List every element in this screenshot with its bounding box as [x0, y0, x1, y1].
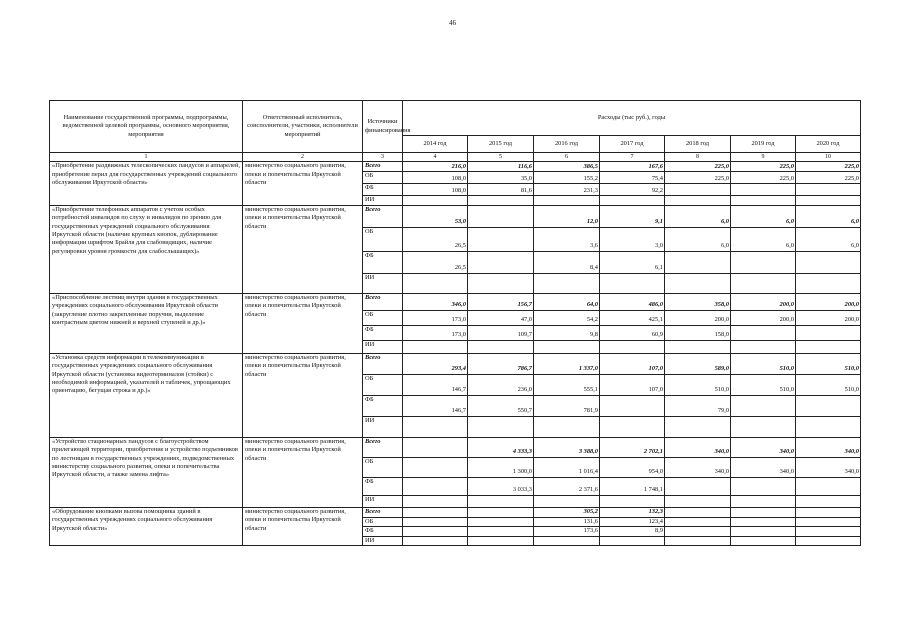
expense-value: 107,0	[600, 353, 665, 374]
expense-value: 340,0	[731, 437, 796, 457]
table-row	[50, 507, 861, 517]
expense-value: 75,4	[600, 172, 665, 184]
expense-value: 3,0	[600, 227, 665, 251]
expense-value: 200,0	[665, 310, 731, 325]
column-number: 1	[50, 153, 243, 162]
funding-source: ОБ	[363, 517, 403, 526]
funding-source: ИИ	[363, 536, 403, 545]
expense-value: 107,0	[600, 374, 665, 395]
expense-value: 200,0	[796, 310, 861, 325]
expense-value	[796, 184, 861, 196]
column-number: 7	[600, 153, 665, 162]
expense-value: 386,5	[534, 162, 600, 172]
expense-value: 146,7	[403, 374, 468, 395]
expense-value: 167,6	[600, 162, 665, 172]
expense-value: 173,0	[403, 310, 468, 325]
expense-value	[731, 325, 796, 340]
header-name: Наименование государственной программы, подпрограммы, ведомственной целевой программы, основного мероприятия, мероприятия	[50, 101, 243, 153]
expense-value	[600, 340, 665, 353]
expense-value: 54,2	[534, 310, 600, 325]
expense-value: 225,0	[731, 162, 796, 172]
column-number: 9	[731, 153, 796, 162]
funding-source: ОБ	[363, 227, 403, 251]
expense-value	[665, 416, 731, 437]
expense-value	[796, 395, 861, 416]
expense-value: 116,6	[468, 162, 534, 172]
expense-value: 81,6	[468, 184, 534, 196]
funding-source: ОБ	[363, 172, 403, 184]
expense-value: 12,0	[534, 205, 600, 227]
expense-value	[403, 536, 468, 545]
funding-source: ФБ	[363, 395, 403, 416]
expense-value: 6,1	[600, 251, 665, 273]
expense-value	[468, 273, 534, 293]
expense-value: 158,0	[665, 325, 731, 340]
funding-source: ИИ	[363, 273, 403, 293]
expense-value: 550,7	[468, 395, 534, 416]
expense-value	[534, 536, 600, 545]
expense-value	[796, 495, 861, 507]
expense-value: 79,0	[665, 395, 731, 416]
table-row	[50, 205, 861, 227]
expense-value: 340,0	[796, 457, 861, 477]
funding-source: ОБ	[363, 457, 403, 477]
expense-value: 340,0	[665, 437, 731, 457]
expense-value: 786,7	[468, 353, 534, 374]
expense-value: 108,0	[403, 172, 468, 184]
expense-value	[665, 477, 731, 495]
expense-value: 155,2	[534, 172, 600, 184]
expense-value	[600, 416, 665, 437]
expense-value: 293,4	[403, 353, 468, 374]
expense-value	[796, 536, 861, 545]
expense-value	[796, 273, 861, 293]
expense-value: 486,0	[600, 293, 665, 310]
expense-value: 225,0	[665, 172, 731, 184]
expense-value	[731, 273, 796, 293]
expense-value: 60,9	[600, 325, 665, 340]
funding-source: ФБ	[363, 477, 403, 495]
expense-value	[731, 527, 796, 536]
funding-source: ОБ	[363, 374, 403, 395]
activity-name: «Оборудование кнопками вызова помощника зданий в государственных учреждениях социального обслуживания Иркутской области»	[50, 507, 243, 545]
expense-value: 510,0	[796, 353, 861, 374]
expense-value	[731, 395, 796, 416]
expense-value	[403, 457, 468, 477]
table-row	[50, 293, 861, 310]
header-expenses: Расходы (тыс руб.), годы	[403, 101, 861, 136]
expense-value	[665, 507, 731, 517]
expense-value	[600, 536, 665, 545]
expense-value	[468, 517, 534, 526]
expense-value	[468, 507, 534, 517]
expense-value	[796, 196, 861, 205]
expense-value	[796, 517, 861, 526]
expense-value: 1 748,1	[600, 477, 665, 495]
page-number: 46	[449, 19, 456, 27]
expense-value: 225,0	[796, 172, 861, 184]
expense-value	[403, 416, 468, 437]
expense-value	[665, 196, 731, 205]
expense-value: 3 388,0	[534, 437, 600, 457]
expense-value: 2 371,6	[534, 477, 600, 495]
expense-value	[468, 227, 534, 251]
expense-value	[796, 416, 861, 437]
header-year: 2017 год	[600, 136, 665, 153]
expense-value	[468, 527, 534, 536]
expense-value: 3,6	[534, 227, 600, 251]
table-row	[50, 437, 861, 457]
expense-value	[600, 196, 665, 205]
expense-value	[731, 517, 796, 526]
activity-name: «Установка средств информации в телекоммуникации в государственных учреждениях социального обслуживания Иркутской области (установка видеотерминалов (стойки) с необходимой информацией, указателей и табличек, упрощающих ориентацию, бегущая строка и др.)»	[50, 353, 243, 437]
expense-value: 231,3	[534, 184, 600, 196]
expense-value	[731, 184, 796, 196]
funding-source: Всего	[363, 437, 403, 457]
expense-value: 92,2	[600, 184, 665, 196]
responsible-executor: министерство социального развития, опеки и попечительства Иркутской области	[243, 507, 363, 545]
header-year: 2016 год	[534, 136, 600, 153]
funding-source: ИИ	[363, 416, 403, 437]
funding-source: ФБ	[363, 184, 403, 196]
activity-name: «Приобретение раздвижных телескопических пандусов и аппарелей, приобретение перил для государственных учреждений социального обслуживания Иркутской области»	[50, 162, 243, 205]
expense-value: 510,0	[796, 374, 861, 395]
table-body	[50, 162, 861, 546]
funding-source: ИИ	[363, 196, 403, 205]
expense-value: 510,0	[731, 353, 796, 374]
column-numbers-row	[50, 153, 861, 162]
expense-value	[403, 437, 468, 457]
expense-value: 6,0	[731, 227, 796, 251]
expense-value	[796, 507, 861, 517]
expense-value	[468, 340, 534, 353]
funding-source: Всего	[363, 162, 403, 172]
expense-value: 146,7	[403, 395, 468, 416]
expense-value: 555,1	[534, 374, 600, 395]
expense-value: 6,0	[731, 205, 796, 227]
funding-source: ФБ	[363, 325, 403, 340]
expense-value: 173,6	[534, 527, 600, 536]
header-year: 2015 год	[468, 136, 534, 153]
funding-source: Всего	[363, 353, 403, 374]
expense-value	[665, 340, 731, 353]
expense-value	[403, 477, 468, 495]
expense-value	[534, 495, 600, 507]
expense-value	[534, 416, 600, 437]
expense-value	[731, 340, 796, 353]
funding-source: ОБ	[363, 310, 403, 325]
header-sources: Источники финансирования	[363, 101, 403, 153]
activity-name: «Приспособление лестниц внутри здания в государственных учреждениях социального обслуживания Иркутской области (закругление плотно закрепленные поручни, выделение контрастным цветом нижней и верхней ступеней и др.)»	[50, 293, 243, 353]
expense-value: 340,0	[665, 457, 731, 477]
header-responsible: Ответственный исполнитель, соисполнители, участники, исполнители мероприятий	[243, 101, 363, 153]
table-row	[50, 353, 861, 374]
expense-value	[534, 273, 600, 293]
expense-value: 9,1	[600, 205, 665, 227]
responsible-executor: министерство социального развития, опеки и попечительства Иркутской области	[243, 205, 363, 293]
expense-value	[403, 507, 468, 517]
expense-value: 225,0	[665, 162, 731, 172]
column-number: 4	[403, 153, 468, 162]
expense-value	[468, 196, 534, 205]
expense-value	[731, 495, 796, 507]
expense-value	[731, 251, 796, 273]
expense-value: 200,0	[796, 293, 861, 310]
expense-value	[796, 527, 861, 536]
expense-value: 1 337,0	[534, 353, 600, 374]
column-number: 6	[534, 153, 600, 162]
expense-value: 425,1	[600, 310, 665, 325]
funding-source: ФБ	[363, 527, 403, 536]
responsible-executor: министерство социального развития, опеки и попечительства Иркутской области	[243, 162, 363, 205]
responsible-executor: министерство социального развития, опеки и попечительства Иркутской области	[243, 437, 363, 507]
expense-value	[468, 205, 534, 227]
funding-source: Всего	[363, 507, 403, 517]
expense-value	[796, 325, 861, 340]
column-number: 10	[796, 153, 861, 162]
expense-value	[600, 395, 665, 416]
funding-source: ИИ	[363, 495, 403, 507]
expense-value: 173,0	[403, 325, 468, 340]
expense-value	[731, 416, 796, 437]
expense-value	[403, 273, 468, 293]
expense-value	[468, 536, 534, 545]
expense-value: 53,0	[403, 205, 468, 227]
funding-source: Всего	[363, 293, 403, 310]
responsible-executor: министерство социального развития, опеки и попечительства Иркутской области	[243, 353, 363, 437]
expense-value	[796, 251, 861, 273]
expense-value: 6,0	[796, 205, 861, 227]
expense-value: 131,6	[534, 517, 600, 526]
header-year: 2018 год	[665, 136, 731, 153]
column-number: 5	[468, 153, 534, 162]
expense-value	[534, 196, 600, 205]
expense-value: 9,8	[534, 325, 600, 340]
expense-value: 346,0	[403, 293, 468, 310]
expense-value	[796, 340, 861, 353]
expense-value	[468, 416, 534, 437]
expense-value: 225,0	[731, 172, 796, 184]
expense-value: 156,7	[468, 293, 534, 310]
expense-value: 6,0	[665, 205, 731, 227]
activity-name: «Приобретение телефонных аппаратов с учетом особых потребностей инвалидов по слуху и инвалидов по зрению для государственных учреждений социального обслуживания Иркутской области (наличие крупных кнопок, дублирование информации шрифтом Брайля для слабовидящих, наличие регулировки уровня громкости для слабослышащих)»	[50, 205, 243, 293]
expense-value: 589,0	[665, 353, 731, 374]
expense-value	[665, 273, 731, 293]
expense-value: 26,5	[403, 251, 468, 273]
table-row	[50, 162, 861, 172]
expense-value: 6,0	[665, 227, 731, 251]
expense-value	[731, 536, 796, 545]
expense-value	[731, 477, 796, 495]
expense-value	[468, 495, 534, 507]
expense-value	[403, 196, 468, 205]
expense-value: 225,0	[796, 162, 861, 172]
header-year: 2020 год	[796, 136, 861, 153]
expense-value: 358,0	[665, 293, 731, 310]
expense-value: 781,9	[534, 395, 600, 416]
expense-value: 109,7	[468, 325, 534, 340]
column-number: 8	[665, 153, 731, 162]
expense-value: 510,0	[665, 374, 731, 395]
expense-value	[534, 340, 600, 353]
header-year: 2019 год	[731, 136, 796, 153]
expense-value: 954,0	[600, 457, 665, 477]
expense-value	[600, 495, 665, 507]
activity-name: «Устройство стационарных пандусов с благоустройством прилегающей территории, приобретение и устройство подъемников по лестницам в государственных учреждениях, подведомственных министерству социального развития, опеки и попечительства Иркутской области, а также замена лифта»	[50, 437, 243, 507]
expense-value: 47,0	[468, 310, 534, 325]
funding-source: Всего	[363, 205, 403, 227]
expense-value	[403, 517, 468, 526]
column-number: 3	[363, 153, 403, 162]
budget-table	[49, 100, 861, 546]
expense-value	[796, 477, 861, 495]
expense-value	[403, 495, 468, 507]
expense-value: 8,4	[534, 251, 600, 273]
expense-value: 216,0	[403, 162, 468, 172]
expense-value: 200,0	[731, 310, 796, 325]
expense-value: 510,0	[731, 374, 796, 395]
responsible-executor: министерство социального развития, опеки и попечительства Иркутской области	[243, 293, 363, 353]
expense-value	[665, 184, 731, 196]
funding-source: ФБ	[363, 251, 403, 273]
expense-value: 2 702,1	[600, 437, 665, 457]
expense-value	[665, 495, 731, 507]
expense-value	[665, 251, 731, 273]
expense-value	[468, 251, 534, 273]
expense-value: 26,5	[403, 227, 468, 251]
expense-value: 1 016,4	[534, 457, 600, 477]
expense-value	[665, 517, 731, 526]
expense-value: 340,0	[796, 437, 861, 457]
expense-value	[731, 196, 796, 205]
expense-value: 6,0	[796, 227, 861, 251]
expense-value	[665, 536, 731, 545]
expense-value: 305,2	[534, 507, 600, 517]
expense-value: 340,0	[731, 457, 796, 477]
expense-value: 4 333,3	[468, 437, 534, 457]
expense-value: 64,0	[534, 293, 600, 310]
expense-value: 123,4	[600, 517, 665, 526]
expense-value	[403, 527, 468, 536]
expense-value	[731, 507, 796, 517]
header-year: 2014 год	[403, 136, 468, 153]
funding-source: ИИ	[363, 340, 403, 353]
expense-value: 1 300,0	[468, 457, 534, 477]
expense-value	[665, 527, 731, 536]
expense-value	[600, 273, 665, 293]
expense-value	[403, 340, 468, 353]
expense-value: 236,0	[468, 374, 534, 395]
expense-value: 3 033,3	[468, 477, 534, 495]
expense-value: 132,3	[600, 507, 665, 517]
expense-value: 200,0	[731, 293, 796, 310]
expense-value: 108,0	[403, 184, 468, 196]
column-number: 2	[243, 153, 363, 162]
expense-value: 35,0	[468, 172, 534, 184]
expense-value: 8,9	[600, 527, 665, 536]
